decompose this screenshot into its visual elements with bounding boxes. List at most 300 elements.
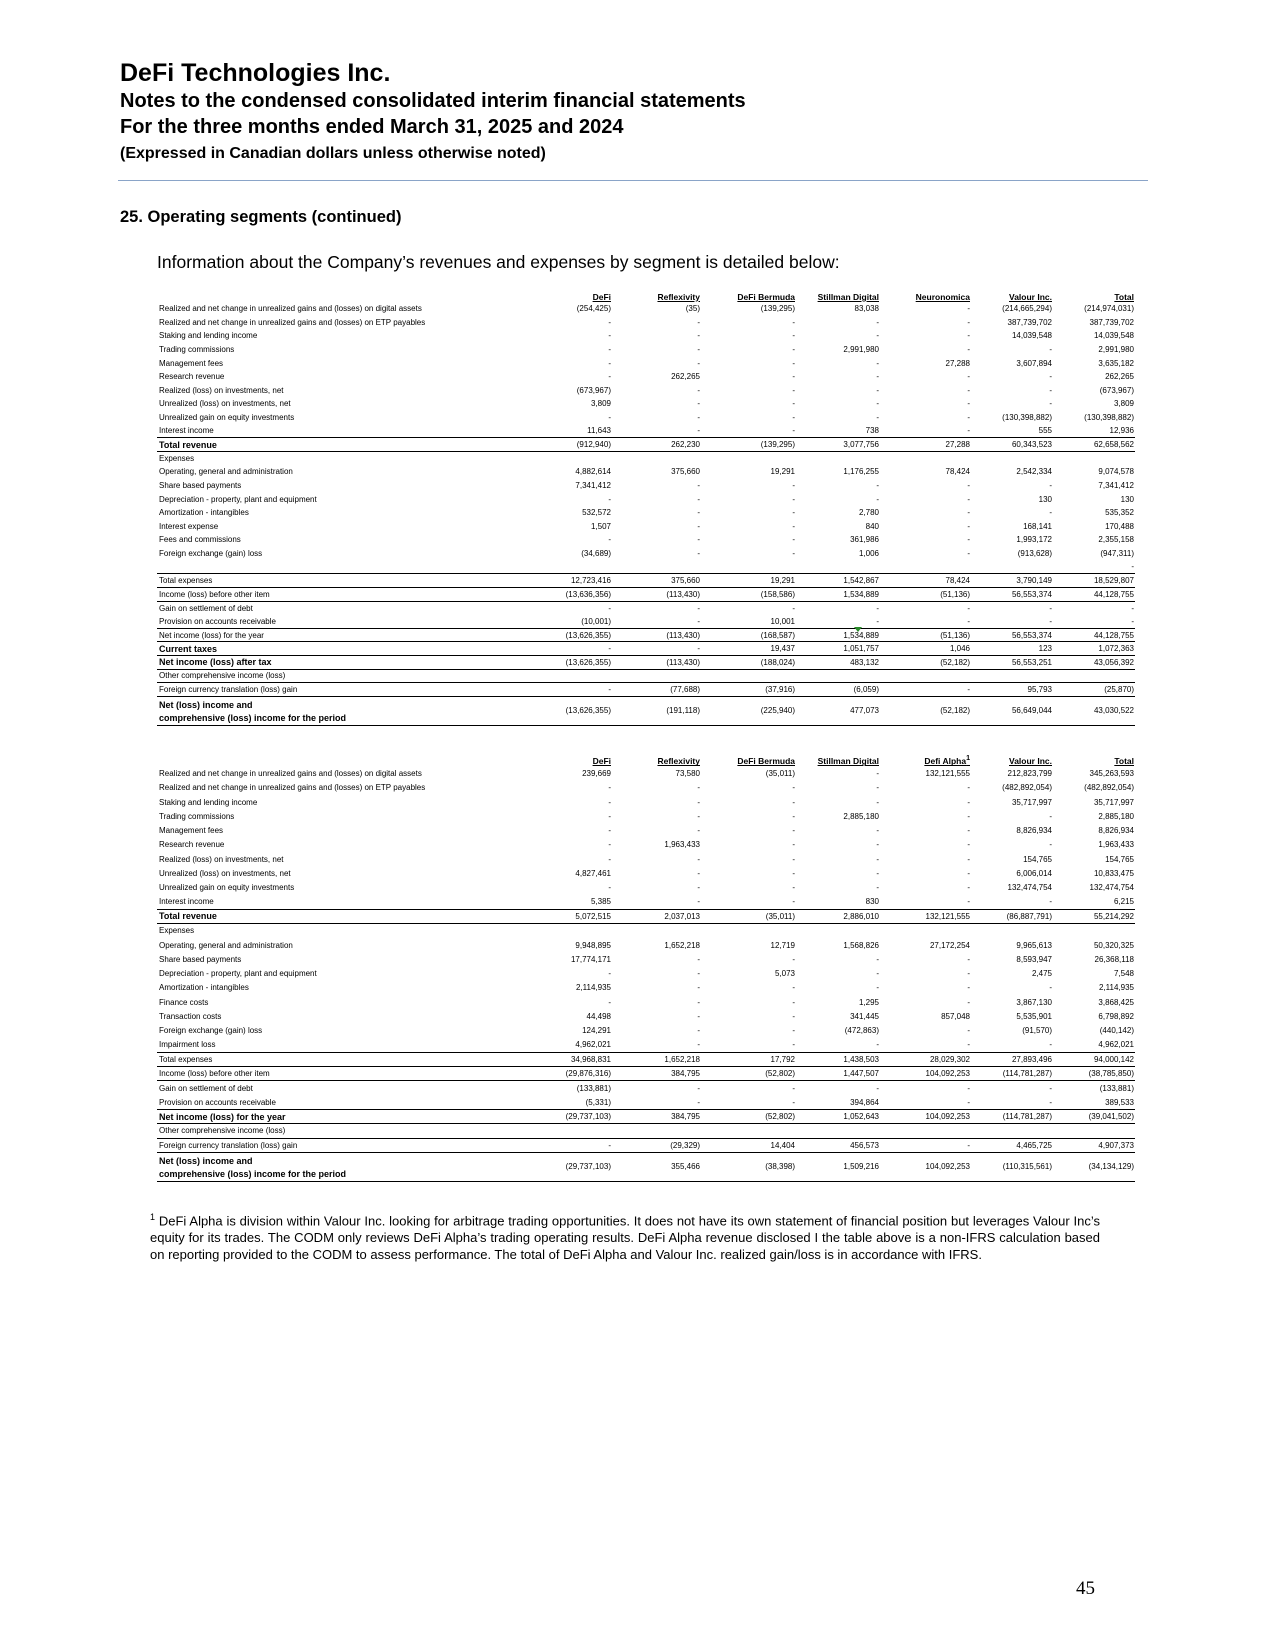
row-label: Operating, general and administration xyxy=(159,467,293,477)
cell-value: 6,798,892 xyxy=(1098,1011,1134,1021)
cell-value xyxy=(1053,1124,1135,1138)
cell-value: (6,059) xyxy=(796,683,880,697)
table-row xyxy=(157,411,1135,425)
cell-value: - xyxy=(608,997,611,1007)
table-row xyxy=(157,302,1135,316)
cell-value: - xyxy=(967,840,970,850)
cell-value: (139,295) xyxy=(760,304,795,314)
column-header xyxy=(612,752,701,766)
cell-value: 4,907,373 xyxy=(1053,1138,1135,1152)
footnote-marker: 1 xyxy=(150,1212,156,1222)
cell-value: 535,352 xyxy=(1105,508,1134,518)
cell-value xyxy=(701,924,796,938)
cell-value: - xyxy=(792,797,795,807)
cell-value: - xyxy=(792,783,795,793)
cell-value: 132,121,555 xyxy=(880,909,971,923)
row-label: Net income (loss) after tax xyxy=(157,655,533,669)
cell-value: 1,534,889 xyxy=(796,628,880,642)
cell-value: - xyxy=(967,426,970,436)
row-label-line1: Net (loss) income and xyxy=(159,1155,253,1166)
cell-value: - xyxy=(967,372,970,382)
cell-value xyxy=(971,669,1053,683)
cell-value: (214,974,031) xyxy=(1084,304,1134,314)
row-label-line1: Net (loss) income and xyxy=(159,699,253,710)
table-row xyxy=(157,329,1135,343)
cell-value: 132,474,754 xyxy=(1007,883,1052,893)
row-label: Realized and net change in unrealized gains and (losses) on ETP payables xyxy=(159,317,426,327)
cell-value: 11,643 xyxy=(587,426,611,436)
column-header xyxy=(533,288,612,302)
cell-value: 43,030,522 xyxy=(1053,696,1135,725)
cell-value: - xyxy=(792,869,795,879)
cell-value xyxy=(701,560,796,574)
cell-value: 1,438,503 xyxy=(796,1052,880,1066)
table-row xyxy=(157,924,1135,938)
table-row xyxy=(157,506,1135,520)
cell-value: - xyxy=(792,358,795,368)
cell-value: 17,792 xyxy=(701,1052,796,1066)
cell-value: 5,072,515 xyxy=(533,909,612,923)
cell-value: 4,465,725 xyxy=(971,1138,1053,1152)
cell-value: - xyxy=(608,811,611,821)
cell-value: 1,542,867 xyxy=(796,574,880,588)
cell-value: - xyxy=(967,997,970,1007)
company-name: DeFi Technologies Inc. xyxy=(120,59,391,87)
row-label: Other comprehensive income (loss) xyxy=(157,669,533,683)
cell-value: 50,320,325 xyxy=(1093,940,1134,950)
column-header-label: DeFi xyxy=(592,292,611,302)
cell-value: 387,739,702 xyxy=(1007,317,1052,327)
cell-value: (254,425) xyxy=(576,304,611,314)
cell-value: - xyxy=(876,840,879,850)
cell-value: (35,011) xyxy=(701,909,796,923)
cell-value: (113,430) xyxy=(612,628,701,642)
row-label: Unrealized gain on equity investments xyxy=(159,413,295,423)
cell-value: 7,341,412 xyxy=(575,481,611,491)
cell-value: 5,535,901 xyxy=(1016,1011,1052,1021)
cell-value: 83,038 xyxy=(854,304,879,314)
cell-value: 477,073 xyxy=(796,696,880,725)
cell-value xyxy=(880,560,971,574)
cell-value: 1,652,218 xyxy=(664,940,700,950)
row-label: Research revenue xyxy=(159,372,225,382)
table-row xyxy=(157,823,1135,837)
cell-value: - xyxy=(608,535,611,545)
cell-value xyxy=(533,560,612,574)
cell-value: (10,001) xyxy=(533,615,612,629)
cell-value: 1,176,255 xyxy=(843,467,879,477)
table-row xyxy=(157,465,1135,479)
cell-value: - xyxy=(612,1095,701,1109)
cell-value: - xyxy=(967,954,970,964)
cell-value: 1,046 xyxy=(880,642,971,656)
cell-value: - xyxy=(1049,983,1052,993)
row-label: Gain on settlement of debt xyxy=(159,1083,253,1093)
column-header-label: Reflexivity xyxy=(657,756,700,767)
cell-value: 3,809 xyxy=(1113,399,1134,409)
cell-value: - xyxy=(792,521,795,531)
cell-value: 123 xyxy=(971,642,1053,656)
cell-value: - xyxy=(1049,897,1052,907)
row-label: Realized and net change in unrealized gains and (losses) on ETP payables xyxy=(159,783,426,793)
cell-value: 132,474,754 xyxy=(1089,883,1134,893)
row-label: Income (loss) before other item xyxy=(157,1067,533,1081)
cell-value: - xyxy=(697,331,700,341)
cell-value: - xyxy=(1049,345,1052,355)
cell-value: 2,886,010 xyxy=(796,909,880,923)
cell-value: - xyxy=(697,521,700,531)
table-row xyxy=(157,881,1135,895)
cell-value: 18,529,807 xyxy=(1053,574,1135,588)
cell-value: - xyxy=(967,854,970,864)
cell-value: 384,795 xyxy=(612,1109,701,1123)
cell-value: 2,885,180 xyxy=(1098,811,1134,821)
cell-value: (673,967) xyxy=(1099,385,1134,395)
cell-value: - xyxy=(876,768,879,778)
cell-value: 1,993,172 xyxy=(1016,535,1052,545)
cell-value: - xyxy=(697,317,700,327)
cell-value: - xyxy=(967,797,970,807)
cell-value: - xyxy=(697,358,700,368)
cell-value: 12,719 xyxy=(770,940,795,950)
cell-value: (38,398) xyxy=(701,1152,796,1181)
cell-value: 2,114,935 xyxy=(576,983,611,993)
column-header-label: DeFi xyxy=(592,756,611,767)
cell-value: 212,823,799 xyxy=(1007,768,1052,778)
cell-value: - xyxy=(876,954,879,964)
cell-value: 1,652,218 xyxy=(612,1052,701,1066)
row-label: Interest expense xyxy=(159,521,219,531)
row-label: Provision on accounts receivable xyxy=(157,1095,533,1109)
header-divider xyxy=(118,180,1148,181)
section-title: 25. Operating segments (continued) xyxy=(120,208,402,226)
cell-value: - xyxy=(967,317,970,327)
cell-value: - xyxy=(612,615,701,629)
cell-value xyxy=(971,924,1053,938)
cell-value: - xyxy=(876,372,879,382)
cell-value: - xyxy=(608,969,611,979)
table-row xyxy=(157,356,1135,370)
cell-value: 130 xyxy=(1120,494,1134,504)
cell-value: 8,593,947 xyxy=(1016,954,1052,964)
row-label: Expenses xyxy=(159,926,195,936)
row-label-line2: comprehensive (loss) income for the period xyxy=(159,712,347,723)
cell-value: 1,295 xyxy=(858,997,879,1007)
cell-value: 44,498 xyxy=(586,1011,611,1021)
cell-value: - xyxy=(608,854,611,864)
column-header-label: Total xyxy=(1114,756,1134,767)
row-label: Depreciation - property, plant and equipment xyxy=(159,969,317,979)
cell-value: - xyxy=(697,399,700,409)
cell-value: (133,881) xyxy=(576,1083,611,1093)
row-label-line2: comprehensive (loss) income for the period xyxy=(159,1168,347,1179)
column-header xyxy=(1053,752,1135,766)
cell-value: 3,077,756 xyxy=(796,438,880,452)
cell-value: - xyxy=(1049,603,1052,613)
row-label: Trading commissions xyxy=(159,811,235,821)
cell-value: - xyxy=(608,883,611,893)
cell-value: (113,430) xyxy=(612,655,701,669)
cell-value: 73,580 xyxy=(675,768,700,778)
cell-value: (77,688) xyxy=(612,683,701,697)
cell-value: - xyxy=(876,317,879,327)
cell-value: 4,882,614 xyxy=(575,467,611,477)
table-row xyxy=(157,384,1135,398)
cell-value: 95,793 xyxy=(971,683,1053,697)
table-row xyxy=(157,1067,1135,1081)
cell-value: (38,785,850) xyxy=(1053,1067,1135,1081)
table-row xyxy=(157,1081,1135,1095)
cell-value: 2,991,980 xyxy=(843,345,879,355)
cell-value: 456,573 xyxy=(796,1138,880,1152)
cell-value: - xyxy=(876,399,879,409)
cell-value: - xyxy=(876,883,879,893)
cell-value: - xyxy=(967,494,970,504)
cell-value: 2,037,013 xyxy=(612,909,701,923)
cell-value: - xyxy=(792,481,795,491)
table-row xyxy=(157,909,1135,923)
column-header xyxy=(971,752,1053,766)
cell-value: (13,636,356) xyxy=(533,587,612,601)
cell-value: 104,092,253 xyxy=(880,1067,971,1081)
cell-value: 154,765 xyxy=(1105,854,1134,864)
cell-value: - xyxy=(792,897,795,907)
cell-value: 43,056,392 xyxy=(1053,655,1135,669)
table-row xyxy=(157,669,1135,683)
cell-value: 78,424 xyxy=(880,574,971,588)
cell-value: 27,172,254 xyxy=(929,940,970,950)
table-row xyxy=(157,838,1135,852)
cell-value: 830 xyxy=(865,897,879,907)
table-row xyxy=(157,587,1135,601)
cell-value: 14,039,548 xyxy=(1093,331,1134,341)
cell-value: - xyxy=(1049,1040,1052,1050)
cell-value xyxy=(971,452,1053,466)
cell-value: (440,142) xyxy=(1099,1026,1134,1036)
cell-value: - xyxy=(967,399,970,409)
cell-value: - xyxy=(792,494,795,504)
row-label: Total expenses xyxy=(157,1052,533,1066)
table-row xyxy=(157,615,1135,629)
cell-value: - xyxy=(1049,372,1052,382)
cell-value: 10,833,475 xyxy=(1093,869,1134,879)
table-row xyxy=(157,966,1135,980)
column-header xyxy=(701,752,796,766)
cell-value: 1,051,757 xyxy=(796,642,880,656)
cell-value: - xyxy=(697,1011,700,1021)
cell-value: (52,182) xyxy=(880,655,971,669)
row-label: Fees and commissions xyxy=(159,535,241,545)
table-row xyxy=(157,1009,1135,1023)
table-row-net-comprehensive xyxy=(157,696,1135,725)
cell-value: 168,141 xyxy=(1023,521,1052,531)
table-row xyxy=(157,520,1135,534)
table-row xyxy=(157,560,1135,574)
row-label: Management fees xyxy=(159,826,224,836)
column-header-label: Reflexivity xyxy=(657,292,700,302)
cell-value: - xyxy=(967,969,970,979)
row-label xyxy=(157,696,533,725)
cell-value xyxy=(612,1124,701,1138)
cell-value: - xyxy=(697,997,700,1007)
row-label: Gain on settlement of debt xyxy=(159,603,253,613)
row-label: Other comprehensive income (loss) xyxy=(157,1124,533,1138)
cell-value: 44,128,755 xyxy=(1053,628,1135,642)
table-row xyxy=(157,1038,1135,1052)
row-label-header xyxy=(157,288,533,302)
cell-value: - xyxy=(1053,615,1135,629)
cell-value: 78,424 xyxy=(945,467,970,477)
cell-value xyxy=(796,669,880,683)
footnote xyxy=(150,1209,1100,1263)
row-label: Share based payments xyxy=(159,481,242,491)
table-row xyxy=(157,492,1135,506)
cell-value: - xyxy=(1049,1083,1052,1093)
cell-value: 4,962,021 xyxy=(1098,1040,1134,1050)
cell-value: 483,132 xyxy=(796,655,880,669)
cell-value: - xyxy=(971,1095,1053,1109)
table-row xyxy=(157,952,1135,966)
cell-value: - xyxy=(876,797,879,807)
cell-value xyxy=(880,669,971,683)
cell-value xyxy=(880,924,971,938)
column-header xyxy=(533,752,612,766)
cell-value: - xyxy=(1049,508,1052,518)
cell-value: - xyxy=(1049,840,1052,850)
cell-value xyxy=(1053,669,1135,683)
row-label: Amortization - intangibles xyxy=(159,508,249,518)
cell-value: - xyxy=(697,1026,700,1036)
cell-value: - xyxy=(876,358,879,368)
cell-value xyxy=(796,924,880,938)
row-label: Realized and net change in unrealized gains and (losses) on digital assets xyxy=(159,304,422,314)
cell-value: - xyxy=(967,603,970,613)
cell-value: 3,635,182 xyxy=(1098,358,1134,368)
cell-value: 387,739,702 xyxy=(1089,317,1134,327)
cell-value: - xyxy=(697,481,700,491)
row-label: Research revenue xyxy=(159,840,225,850)
cell-value: (133,881) xyxy=(1099,1083,1134,1093)
cell-value: - xyxy=(792,399,795,409)
cell-value: (13,626,355) xyxy=(533,628,612,642)
row-label-header xyxy=(157,752,533,766)
column-header xyxy=(880,752,971,766)
cell-value: - xyxy=(792,385,795,395)
cell-value: 1,006 xyxy=(858,548,879,558)
cell-value: 27,288 xyxy=(880,438,971,452)
cell-value: 555 xyxy=(1038,426,1052,436)
cell-value: - xyxy=(697,508,700,518)
table-row xyxy=(157,1095,1135,1109)
cell-value: 1,534,889 xyxy=(796,587,880,601)
cell-value: 4,962,021 xyxy=(575,1040,611,1050)
cell-value: (13,626,355) xyxy=(533,696,612,725)
intro-text: Information about the Company’s revenues and expenses by segment is detailed below: xyxy=(157,252,840,272)
cell-value: 6,006,014 xyxy=(1016,869,1052,879)
row-label: Transaction costs xyxy=(159,1011,222,1021)
cell-value: - xyxy=(792,883,795,893)
cell-value xyxy=(796,560,880,574)
cell-value: (5,331) xyxy=(533,1095,612,1109)
cell-value xyxy=(612,560,701,574)
cell-value xyxy=(701,1124,796,1138)
row-label: Provision on accounts receivable xyxy=(157,615,533,629)
table-row xyxy=(157,397,1135,411)
cell-value: 5,385 xyxy=(590,897,611,907)
cell-value: - xyxy=(1131,562,1134,572)
cell-value: 1,447,507 xyxy=(796,1067,880,1081)
cell-value: (482,892,054) xyxy=(1084,783,1134,793)
cell-value: (482,892,054) xyxy=(1002,783,1052,793)
row-label: Realized (loss) on investments, net xyxy=(159,385,284,395)
cell-value: - xyxy=(792,603,795,613)
cell-value: 7,548 xyxy=(1113,969,1134,979)
cell-value: - xyxy=(697,983,700,993)
cell-value: - xyxy=(697,954,700,964)
cell-value: - xyxy=(876,783,879,793)
cell-value: - xyxy=(880,1138,971,1152)
cell-value: 1,507 xyxy=(590,521,611,531)
table-row xyxy=(157,316,1135,330)
cell-value: - xyxy=(876,869,879,879)
table-row xyxy=(157,574,1135,588)
row-label xyxy=(157,560,533,574)
cell-value: 28,029,302 xyxy=(880,1052,971,1066)
cell-value: 35,717,997 xyxy=(1011,797,1052,807)
cell-value: - xyxy=(608,840,611,850)
cell-value: (114,781,287) xyxy=(971,1067,1053,1081)
cell-value: - xyxy=(967,1026,970,1036)
cell-value: 9,965,613 xyxy=(1016,940,1052,950)
row-label: Unrealized gain on equity investments xyxy=(159,883,295,893)
row-label: Income (loss) before other item xyxy=(157,587,533,601)
row-label: Trading commissions xyxy=(159,345,235,355)
cell-value: - xyxy=(792,317,795,327)
cell-value: 9,948,895 xyxy=(575,940,611,950)
cell-value: - xyxy=(967,811,970,821)
column-header xyxy=(880,288,971,302)
cell-value: - xyxy=(792,1026,795,1036)
cell-value: 14,039,548 xyxy=(1011,331,1052,341)
cell-value: 8,826,934 xyxy=(1098,826,1134,836)
cell-value: 2,355,158 xyxy=(1098,535,1134,545)
cell-value: (13,626,355) xyxy=(533,655,612,669)
page-number: 45 xyxy=(1076,1578,1095,1599)
cell-value: 361,986 xyxy=(850,535,879,545)
cell-value xyxy=(533,1124,612,1138)
cell-value: - xyxy=(697,413,700,423)
cell-value: - xyxy=(967,304,970,314)
column-header-label: Neuronomica xyxy=(915,292,970,302)
cell-value: (37,916) xyxy=(701,683,796,697)
column-header xyxy=(612,288,701,302)
cell-value: (52,802) xyxy=(701,1067,796,1081)
cell-value: - xyxy=(697,854,700,864)
cell-value: 60,343,523 xyxy=(971,438,1053,452)
cell-value: - xyxy=(608,372,611,382)
cell-value: 34,968,831 xyxy=(533,1052,612,1066)
cell-value: - xyxy=(876,1083,879,1093)
cell-value: 19,291 xyxy=(770,467,795,477)
table-row xyxy=(157,995,1135,1009)
cell-value: - xyxy=(1049,811,1052,821)
column-header-label: Valour Inc. xyxy=(1009,292,1052,302)
segment-table-2025 xyxy=(157,288,1135,726)
table-row xyxy=(157,533,1135,547)
row-label: Realized and net change in unrealized gains and (losses) on digital assets xyxy=(159,768,422,778)
cell-value: - xyxy=(697,385,700,395)
cell-value: - xyxy=(792,535,795,545)
